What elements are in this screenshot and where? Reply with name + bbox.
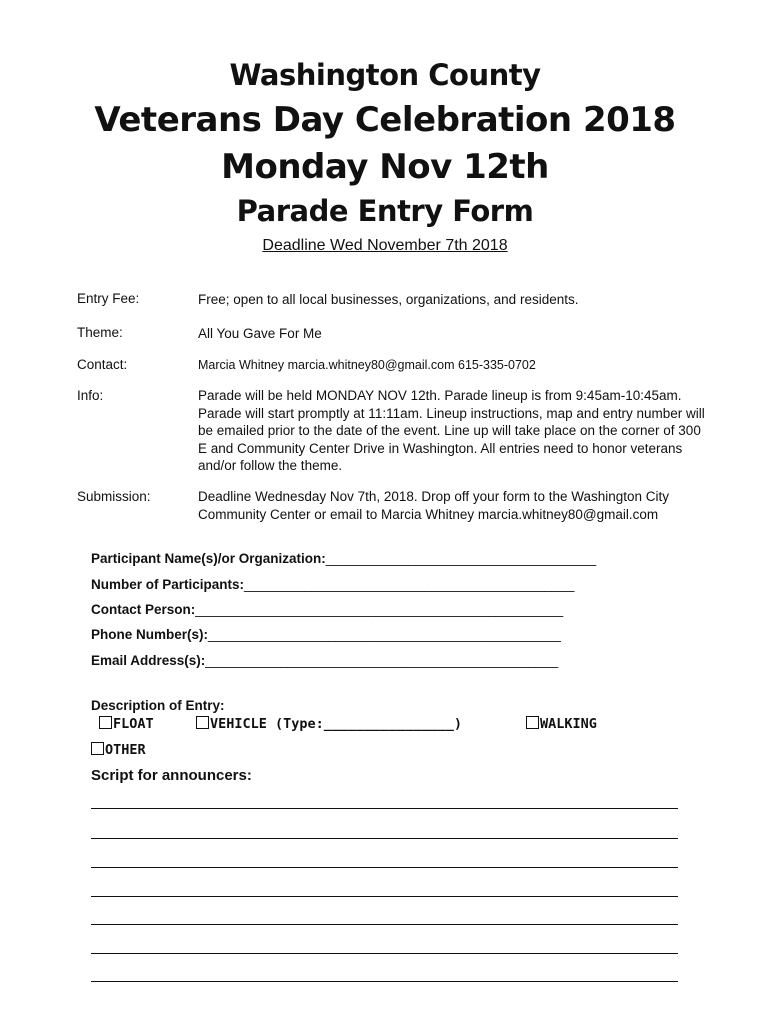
contact-person-label: Contact Person:: [91, 602, 196, 617]
script-line[interactable]: [91, 838, 678, 839]
script-line[interactable]: [91, 867, 678, 868]
form-title: Parade Entry Form: [236, 194, 534, 228]
walking-option[interactable]: [526, 716, 597, 732]
county-title: Washington County: [229, 58, 541, 92]
participant-field[interactable]: [91, 551, 596, 566]
info-label: Info:: [77, 388, 104, 403]
number-line[interactable]: ____________________________________________: [244, 577, 575, 592]
number-field[interactable]: [91, 577, 574, 592]
contact-label: Contact:: [77, 357, 128, 372]
vehicle-label: VEHICLE (Type:________________): [210, 716, 462, 732]
other-option[interactable]: [91, 742, 146, 758]
script-line[interactable]: [91, 953, 678, 954]
number-label: Number of Participants:: [91, 577, 245, 592]
contact-person-line[interactable]: _________________________________________________: [195, 602, 564, 617]
walking-label: WALKING: [540, 716, 597, 732]
event-title: Veterans Day Celebration 2018: [94, 100, 676, 140]
other-checkbox[interactable]: [91, 742, 104, 755]
script-line[interactable]: [91, 924, 678, 925]
theme-value: All You Gave For Me: [198, 326, 322, 341]
deadline-note: Deadline Wed November 7th 2018: [262, 237, 508, 254]
submission-value: Deadline Wednesday Nov 7th, 2018. Drop off your form to the Washington City Community Center or email to Marcia Whitney marcia.whitney80@gmail.com: [198, 489, 670, 522]
float-checkbox[interactable]: [99, 716, 112, 729]
entry-fee-label: Entry Fee:: [77, 291, 140, 306]
contact-person-field[interactable]: [91, 602, 563, 617]
phone-label: Phone Number(s):: [91, 627, 209, 642]
entry-fee-value: Free; open to all local businesses, organizations, and residents.: [198, 292, 579, 307]
script-label: Script for announcers:: [91, 767, 252, 784]
vehicle-option[interactable]: [196, 716, 462, 732]
script-line[interactable]: [91, 896, 678, 897]
float-option[interactable]: [99, 716, 154, 732]
contact-value: Marcia Whitney marcia.whitney80@gmail.com 615-335-0702: [198, 358, 536, 372]
other-label: OTHER: [105, 742, 146, 758]
theme-label: Theme:: [77, 325, 123, 340]
description-label: Description of Entry:: [91, 698, 225, 713]
walking-checkbox[interactable]: [526, 716, 539, 729]
email-line[interactable]: _______________________________________________: [205, 653, 559, 668]
info-value: Parade will be held MONDAY NOV 12th. Parade lineup is from 9:45am-10:45am. Parade will start promptly at 11:11am. Lineup instructions, map and entry number will be emailed prior to the date of the event. Line up will take place on the corner of 300 E and Community Center Drive in Washington. All entries need to honor veterans and/or follow the theme.: [198, 388, 705, 473]
participant-label: Participant Name(s)/or Organization:: [91, 551, 326, 566]
vehicle-checkbox[interactable]: [196, 716, 209, 729]
script-line[interactable]: [91, 981, 678, 982]
phone-field[interactable]: [91, 627, 561, 642]
float-label: FLOAT: [113, 716, 154, 732]
submission-label: Submission:: [77, 489, 151, 504]
script-line[interactable]: [91, 808, 678, 809]
email-label: Email Address(s):: [91, 653, 206, 668]
event-date: Monday Nov 12th: [221, 147, 549, 187]
participant-line[interactable]: ____________________________________: [325, 551, 597, 566]
phone-line[interactable]: _______________________________________________: [208, 627, 561, 642]
email-field[interactable]: [91, 653, 558, 668]
